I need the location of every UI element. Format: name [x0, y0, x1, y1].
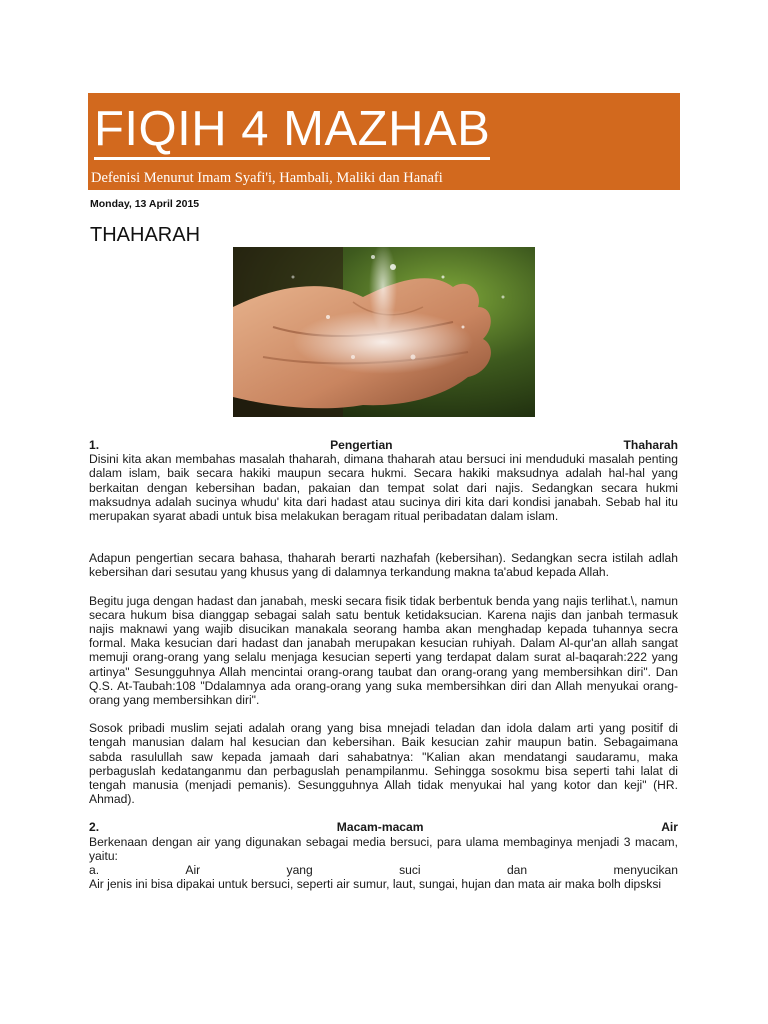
paragraph: Begitu juga dengan hadast dan janabah, meski secara fisik tidak berbentuk benda yang najis terlihat.\, namun secara hukum bisa dianggap sebagai salah satu bentuk ketidaksucian. Karena najis dan janbah termasuk najis maknawi yang wajib disucikan manakala seorang hamba akan menghadap kepada tuhannya secra formal. Maka kesucian dari hadast dan janabah merupakan kesucian ruhiyah. Dalam Al-qur'an allah sangat memuji orang-orang yang selalu menjaga kesucian seperti yang terdapat dalam surat al-baqarah:222 yang artinya" Sesungguhnya Allah mencintai orang-orang taubat dan orang-orang yang membersihkan diri". Dan Q.S. At-Taubah:108 "Ddalamnya ada orang-orang yang suka membersihkan diri dan Allah menyukai orang-orang yang membersihkan diri". — [89, 593, 678, 708]
subheading-word: dan — [506, 863, 528, 878]
post-title: THAHARAH — [90, 224, 201, 246]
paragraph: Berkenaan dengan air yang digunakan sebagai media bersuci, para ulama membaginya menjadi 3 macam, yaitu: — [89, 834, 678, 863]
paragraph: Sosok pribadi muslim sejati adalah orang yang bisa mnejadi teladan dan idola dalam arti yang positif di tengah manusian dalam hal kesucian dan kebersihan. Baik kesucian zahir maupun batin. Sebagaimana sabda rasulullah saw kepada jamaah dari sahabatnya: "Kalian akan mendatangi saudaramu, maka perbaguslah kedatanganmu dan perbaguslah penampilanmu. Sehingga sosokmu bisa seperti tahi lalat di tengah manusia (menjadi pemanis). Sesungguhnya Allah tidak menyukai hal yang kotor dan keji" (HR. Ahmad). — [89, 721, 678, 807]
blog-title[interactable]: FIQIH 4 MAZHAB — [94, 101, 490, 160]
section-heading-pengertian — [89, 438, 678, 452]
blog-header — [88, 93, 680, 190]
section-heading-macam-air — [89, 820, 678, 834]
subheading-word: yang — [286, 863, 313, 878]
section-number: 1. — [89, 438, 100, 452]
subheading-air-suci — [89, 863, 678, 877]
subheading-word: menyucikan — [613, 863, 678, 878]
section-title-end: Air — [661, 820, 678, 835]
section-number: 2. — [89, 820, 100, 835]
water-hands-photo — [233, 247, 535, 417]
paragraph: Air jenis ini bisa dipakai untuk bersuci, seperti air sumur, laut, sungai, hujan dan mata air maka bolh dipsksi — [89, 877, 662, 892]
paragraph: Adapun pengertian secara bahasa, thaharah berarti nazhafah (kebersihan). Sedangkan secra istilah adlah kebersihan dari sesutau yang khusus yang di dalamnya terkandung makna ta'abud kepada Allah. — [89, 551, 678, 580]
subheading-word: suci — [399, 863, 421, 878]
paragraph: Disini kita akan membahas masalah thaharah, dimana thaharah atau bersuci ini menduduki masalah penting dalam islam, baik secara hakiki maupun secara hukmi. Secara hakiki maksudnya adalah hal-hal yang berkaitan dengan kebersihan badan, pakaian dan tempat solat dari najis. Sedangkan secara hukmi maksudnya adalah sucinya whudu' kita dari hadast atau sucinya diri kita dari kondisi janabah. Sebab hal itu merupakan syarat abadi untuk bisa melakukan beragam ritual peribadatan dalam islam. — [89, 452, 678, 524]
subheading-word: a. — [89, 863, 100, 878]
blog-description: Defenisi Menurut Imam Syafi'i, Hambali, Maliki dan Hanafi — [91, 170, 443, 186]
post-date: Monday, 13 April 2015 — [90, 198, 200, 210]
section-title-end: Thaharah — [623, 438, 678, 452]
section-title: Pengertian — [330, 438, 393, 452]
post-body — [89, 438, 678, 891]
section-title: Macam-macam — [336, 820, 424, 835]
subheading-word: Air — [185, 863, 201, 878]
